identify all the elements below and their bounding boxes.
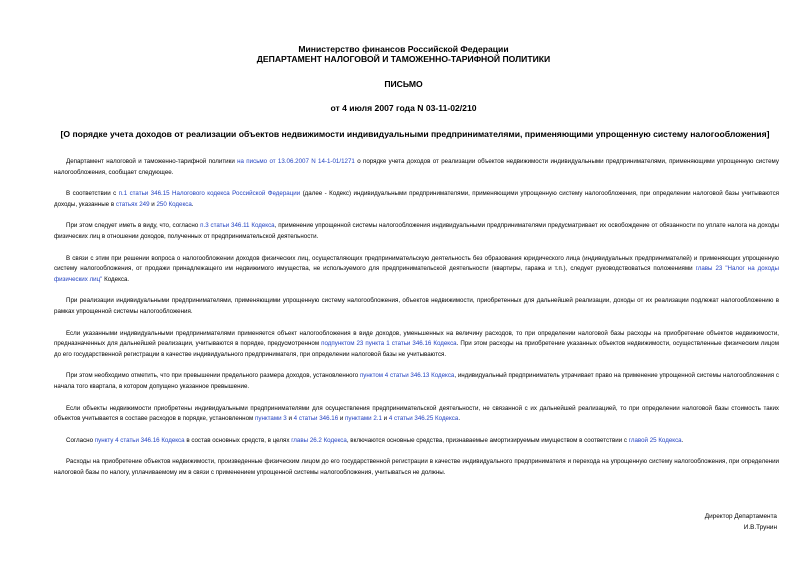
paragraph-7 (54, 371, 779, 392)
link-article-250[interactable]: 250 Кодекса (156, 200, 192, 208)
text: в состав основных средств, в целях (184, 436, 292, 444)
link-subpoint-23-article-346-16[interactable]: подпунктом 23 пункта 1 статьи 346.16 Кодекса (321, 340, 457, 348)
document-subject: [О порядке учета доходов от реализации объектов недвижимости индивидуальными предпринимателями, применяющими упрощенную систему налогообложения] (60, 129, 770, 139)
text: и (149, 200, 157, 208)
text: и (381, 415, 389, 423)
text: . (191, 200, 194, 208)
link-chapter-25[interactable]: главой 25 Кодекса (628, 436, 682, 444)
department-name: ДЕПАРТАМЕНТ НАЛОГОВОЙ И ТАМОЖЕННО-ТАРИФНОЙ ПОЛИТИКИ (256, 54, 551, 64)
text: . (458, 415, 461, 423)
link-point-4-article-346-16[interactable]: пункту 4 статьи 346.16 Кодекса (94, 436, 185, 444)
text: При этом необходимо отметить, что при превышении предельного размера доходов, установленного (66, 372, 360, 380)
paragraph-3 (54, 221, 779, 242)
text: о порядке учета доходов от реализации объектов недвижимости индивидуальными предпринимателями, применяющими упрощенную систему налогообложения, сообщает следующее. (54, 158, 779, 176)
signature-position: Директор Департамента (704, 513, 777, 520)
paragraph-1 (54, 157, 779, 178)
paragraph-2 (54, 189, 779, 210)
text: Кодекса. (102, 275, 130, 283)
text: и (286, 415, 294, 423)
document-type: ПИСЬМО (384, 79, 423, 89)
link-points-3[interactable]: пунктами 3 (255, 415, 287, 423)
link-article-249[interactable]: статьях 249 (115, 200, 150, 208)
link-article-346-15[interactable]: п.1 статьи 346.15 Налогового кодекса Российской Федерации (118, 190, 301, 198)
text: , индивидуальный предприниматель утрачивает право на применение упрощенной системы налогообложения с начала того квартала, в котором допущено указанное превышение. (54, 372, 779, 390)
link-article-346-11[interactable]: п.3 статьи 346.11 Кодекса (200, 222, 275, 230)
text: Если указанными индивидуальными предпринимателями применяется объект налогообложения в виде доходов, уменьшенных на величину расходов, то при определении налоговой базы расходы на приобретение объектов недвижимости, предназначенных для дальнейшей реализации, учитываются в порядке, предусмотренном (54, 329, 779, 348)
text: , включаются основные средства, признаваемые амортизируемым имуществом в соответствии с (346, 436, 629, 444)
text: Департамент налоговой и таможенно-тарифной политики (66, 158, 238, 165)
link-point-4-article-346-13[interactable]: пунктом 4 статьи 346.13 Кодекса (359, 372, 455, 380)
text: , применение упрощенной системы налогообложения индивидуальными предпринимателями предусматривает их освобождение от обязанности по уплате налога на доходы физических лиц в отношении доходов, полученных от предпринимательской деятельности. (54, 222, 779, 240)
text: Если объекты недвижимости приобретены индивидуальными предпринимателями для осуществления предпринимательской деятельности, не связанной с их дальнейшей реализацией, то при определении налоговой базы стоимость таких объектов учитывается в составе расходов в порядке, установленном (54, 404, 779, 423)
text: Расходы на приобретение объектов недвижимости, произведенные физическим лицом до его государственной регистрации в качестве индивидуального предпринимателя и перехода на упрощенную систему налогообложения, при определении налоговой базы по налогу, уплачиваемому им в связи с применением упрощенной системы налогообложения, учитываться не должны. (54, 458, 779, 476)
paragraph-10 (54, 457, 779, 478)
text: и (338, 415, 346, 423)
paragraph-9 (54, 436, 779, 447)
link-article-346-16[interactable]: 4 статьи 346.16 (293, 415, 339, 423)
link-chapter-26-2[interactable]: главы 26.2 Кодекса (291, 436, 347, 444)
link-chapter-23[interactable]: главы 23 "Налог на доходы физических лиц" (54, 265, 779, 283)
document-date-number: от 4 июля 2007 года N 03-11-02/210 (330, 103, 477, 113)
paragraph-5 (54, 296, 779, 317)
text: В связи с этим при решении вопроса о налогообложении доходов физических лиц, осуществляющих предпринимательскую деятельность без образования юридического лица (индивидуальных предпринимателей) и применяющих упрощенную систему налогообложения, от продажи принадлежащего им недвижимого имущества, не используемого для предпринимательской деятельности (квартиры, гаража и т.п.), следует руководствоваться положениями (54, 254, 779, 273)
text: При этом следует иметь в виду, что, согласно (66, 222, 201, 230)
letter-body (54, 157, 779, 489)
signature-name: И.В.Трунин (743, 524, 777, 531)
text: Согласно (66, 436, 95, 444)
text: (далее - Кодекс) индивидуальными предпринимателями, применяющими упрощенную систему налогообложения, при определении налоговой базы учитываются доходы, указанные в (54, 190, 780, 208)
link-points-2-1[interactable]: пунктами 2.1 (345, 415, 382, 423)
paragraph-6 (54, 329, 779, 361)
link-article-346-25[interactable]: 4 статьи 346.25 Кодекса (388, 415, 459, 423)
paragraph-8 (54, 404, 779, 425)
text: . При этом расходы на приобретение указанных объектов недвижимости, осуществленные физическим лицом до его государственной регистрации в качестве индивидуального предпринимателя, при определении налоговой базы не учитываются. (54, 340, 779, 358)
ministry-name: Министерство финансов Российской Федерации (298, 44, 509, 54)
link-letter-reference[interactable]: на письмо от 13.06.2007 N 14-1-01/1271 (237, 158, 355, 165)
text: При реализации индивидуальными предпринимателями, применяющими упрощенную систему налогообложения, объектов недвижимости, приобретенных для дальнейшей реализации, доходы от их реализации подлежат налогообложению в рамках упрощенной системы налогообложения. (54, 297, 779, 315)
text: . (681, 436, 684, 444)
text: В соответствии с (66, 190, 119, 198)
paragraph-4 (54, 254, 779, 286)
